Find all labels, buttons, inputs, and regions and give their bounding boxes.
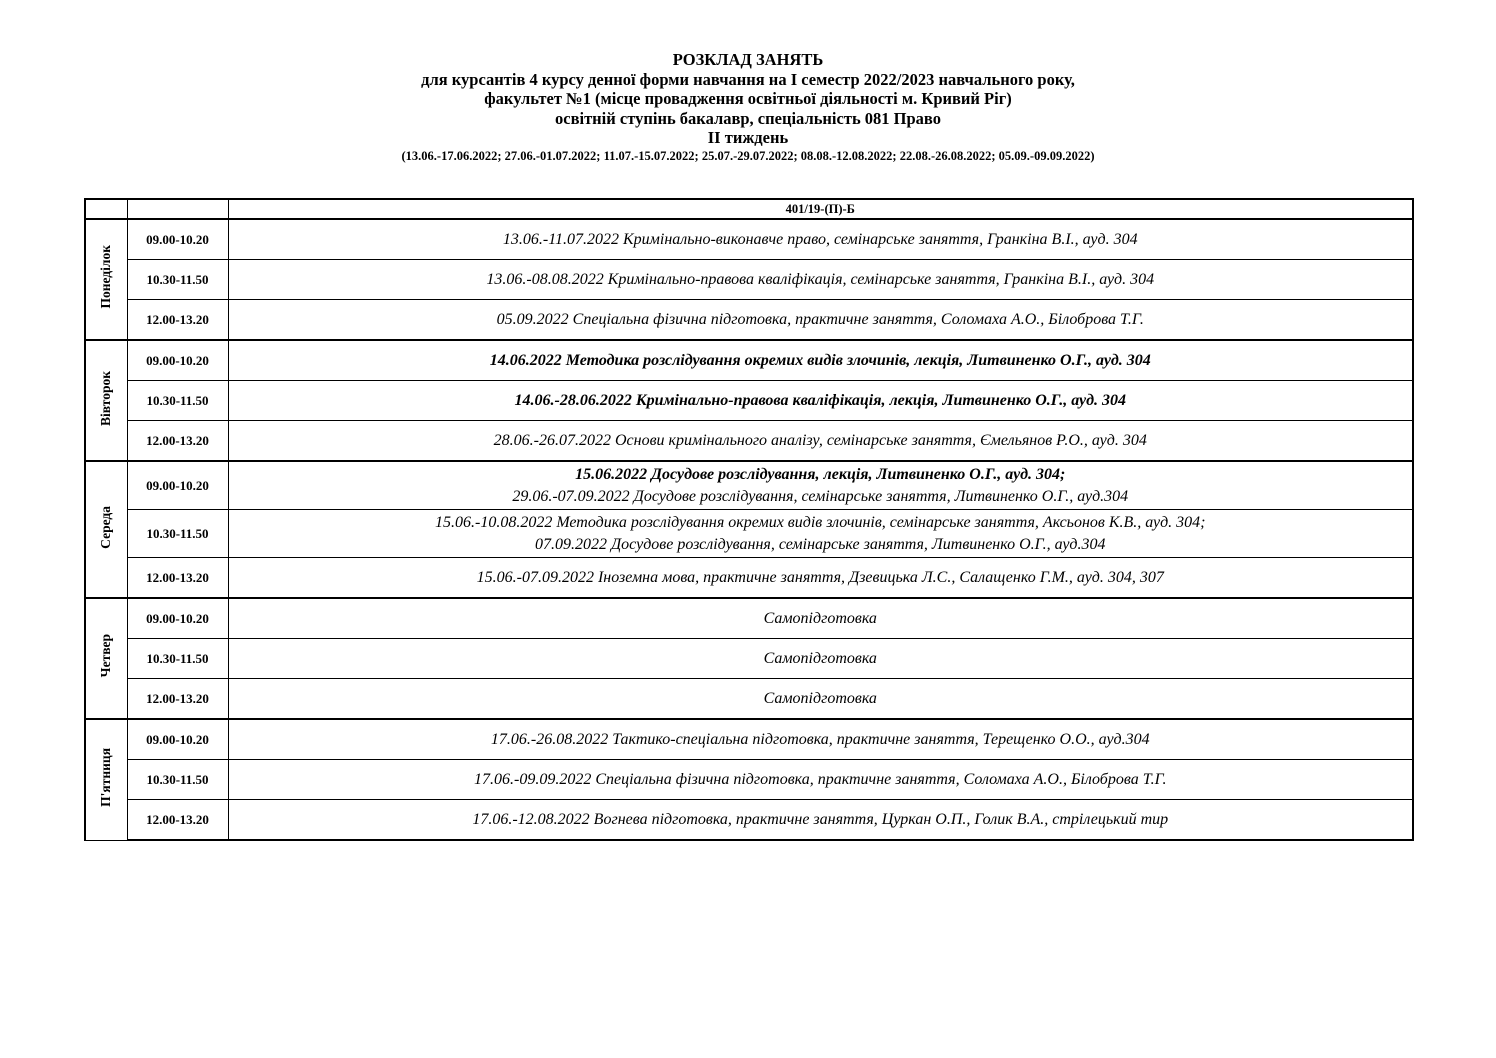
- schedule-table: [84, 198, 1414, 841]
- table-row: [85, 719, 1413, 760]
- day-cell: [85, 340, 127, 461]
- day-name: Середа: [98, 505, 114, 549]
- lesson-cell: [228, 219, 1413, 260]
- header-time-cell: [127, 199, 228, 219]
- lesson-text: 05.09.2022 Спеціальна фізична підготовка, практичне заняття, Соломаха А.О., Білоброва Т.Г.: [496, 310, 1144, 328]
- lesson-text: 29.06.-07.09.2022 Досудове розслідування, семінарське заняття, Литвиненко О.Г., ауд.304: [512, 487, 1129, 505]
- day-name: П'ятниця: [98, 747, 114, 807]
- time-slot: 10.30-11.50: [127, 510, 228, 558]
- lesson-cell: [228, 461, 1413, 510]
- table-row: [85, 760, 1413, 800]
- time-slot: 10.30-11.50: [127, 260, 228, 300]
- document-title: РОЗКЛАД ЗАНЯТЬ: [672, 50, 824, 69]
- day-name: Вівторок: [98, 370, 114, 426]
- group-code: 401/19-(П)-Б: [228, 199, 1413, 219]
- time-slot: 12.00-13.20: [127, 300, 228, 341]
- lesson-cell: [228, 381, 1413, 421]
- table-row: [85, 260, 1413, 300]
- table-row: [85, 558, 1413, 599]
- lesson-text: 17.06.-12.08.2022 Вогнева підготовка, практичне заняття, Цуркан О.П., Голик В.А., стрілецький тир: [472, 810, 1169, 828]
- lesson-text: 13.06.-08.08.2022 Кримінально-правова кваліфікація, семінарське заняття, Гранкіна В.І., ауд. 304: [486, 270, 1155, 288]
- lesson-cell: [228, 300, 1413, 341]
- lesson-text: 14.06.2022 Методика розслідування окремих видів злочинів, лекція, Литвиненко О.Г., ауд. 304: [489, 351, 1151, 369]
- document-header: [0, 50, 1496, 164]
- time-slot: 12.00-13.20: [127, 421, 228, 462]
- lesson-text: 17.06.-26.08.2022 Тактико-спеціальна підготовка, практичне заняття, Терещенко О.О., ауд.304: [490, 730, 1150, 748]
- table-header-row: [85, 199, 1413, 219]
- time-slot: 12.00-13.20: [127, 679, 228, 720]
- table-row: [85, 219, 1413, 260]
- day-cell: [85, 719, 127, 840]
- lesson-text: 14.06.-28.06.2022 Кримінально-правова кваліфікація, лекція, Литвиненко О.Г., ауд. 304: [514, 391, 1126, 409]
- lesson-text: Самопідготовка: [763, 649, 877, 667]
- table-row: [85, 421, 1413, 462]
- lesson-cell: [228, 719, 1413, 760]
- table-row: [85, 510, 1413, 558]
- lesson-cell: [228, 679, 1413, 720]
- table-row: [85, 679, 1413, 720]
- lesson-text: 15.06.-10.08.2022 Методика розслідування окремих видів злочинів, семінарське заняття, Аксьонов К.В., ауд. 304;: [434, 513, 1206, 531]
- lesson-text: 13.06.-11.07.2022 Кримінально-виконавче право, семінарське заняття, Гранкіна В.І., ауд. 304: [502, 230, 1138, 248]
- header-day-cell: [85, 199, 127, 219]
- table-row: [85, 381, 1413, 421]
- lesson-cell: [228, 800, 1413, 841]
- lesson-text: 17.06.-09.09.2022 Спеціальна фізична підготовка, практичне заняття, Соломаха А.О., Білоброва Т.Г.: [474, 770, 1167, 788]
- day-cell: [85, 219, 127, 340]
- time-slot: 12.00-13.20: [127, 558, 228, 599]
- table-row: [85, 800, 1413, 841]
- lesson-cell: [228, 421, 1413, 462]
- header-specialty-line: освітній ступінь бакалавр, спеціальність 081 Право: [555, 108, 941, 128]
- time-slot: 09.00-10.20: [127, 719, 228, 760]
- time-slot: 10.30-11.50: [127, 760, 228, 800]
- lesson-text: Самопідготовка: [763, 689, 877, 707]
- table-row: [85, 461, 1413, 510]
- lesson-cell: [228, 598, 1413, 639]
- time-slot: 09.00-10.20: [127, 219, 228, 260]
- day-name: Понеділок: [98, 245, 114, 309]
- header-week-dates: (13.06.-17.06.2022; 27.06.-01.07.2022; 11.07.-15.07.2022; 25.07.-29.07.2022; 08.08.-12.08.2022; 22.08.-26.08.2022; 05.09.-09.09.2022): [401, 148, 1095, 163]
- table-row: [85, 300, 1413, 341]
- time-slot: 09.00-10.20: [127, 598, 228, 639]
- time-slot: 12.00-13.20: [127, 800, 228, 841]
- day-name: Четвер: [98, 634, 114, 678]
- lesson-cell: [228, 760, 1413, 800]
- lesson-text: 28.06.-26.07.2022 Основи кримінального аналізу, семінарське заняття, Ємельянов Р.О., ауд. 304: [493, 431, 1147, 449]
- header-audience-line: для курсантів 4 курсу денної форми навчання на І семестр 2022/2023 навчального року,: [421, 69, 1075, 89]
- table-row: [85, 598, 1413, 639]
- time-slot: 09.00-10.20: [127, 461, 228, 510]
- day-cell: [85, 461, 127, 598]
- day-cell: [85, 598, 127, 719]
- header-week-label: ІІ тиждень: [707, 128, 789, 147]
- time-slot: 10.30-11.50: [127, 381, 228, 421]
- lesson-cell: [228, 639, 1413, 679]
- time-slot: 09.00-10.20: [127, 340, 228, 381]
- lesson-cell: [228, 558, 1413, 599]
- lesson-text: 07.09.2022 Досудове розслідування, семінарське заняття, Литвиненко О.Г., ауд.304: [534, 535, 1106, 553]
- lesson-text: 15.06.2022 Досудове розслідування, лекція, Литвиненко О.Г., ауд. 304;: [575, 465, 1066, 483]
- table-row: [85, 340, 1413, 381]
- lesson-cell: [228, 260, 1413, 300]
- lesson-cell: [228, 510, 1413, 558]
- table-row: [85, 639, 1413, 679]
- lesson-text: Самопідготовка: [763, 609, 877, 627]
- time-slot: 10.30-11.50: [127, 639, 228, 679]
- lesson-text: 15.06.-07.09.2022 Іноземна мова, практичне заняття, Дзевицька Л.С., Салащенко Г.М., ауд. 304, 307: [476, 568, 1164, 586]
- lesson-cell: [228, 340, 1413, 381]
- header-faculty-line: факультет №1 (місце провадження освітньої діяльності м. Кривий Ріг): [484, 89, 1012, 108]
